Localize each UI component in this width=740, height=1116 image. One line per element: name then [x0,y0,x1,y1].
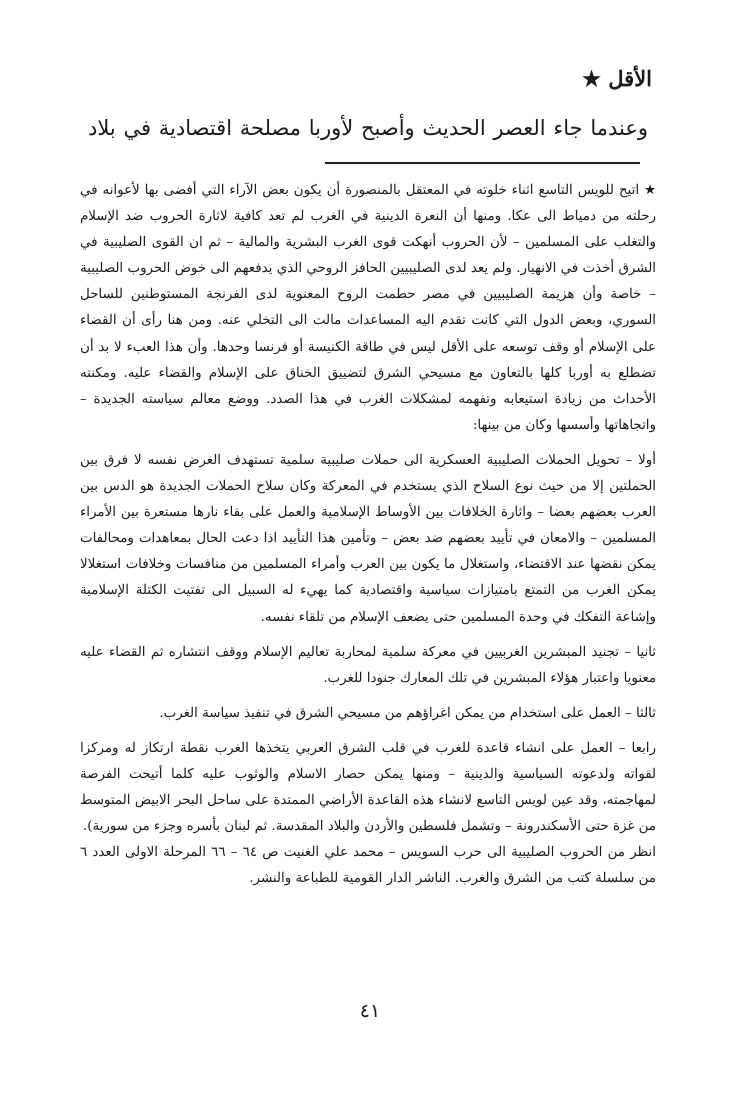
footnote-divider [325,162,640,164]
footnote-block [80,178,656,892]
section-heading: الأقل ★ [582,66,652,91]
footnote-point-3: ثالثا – العمل على استخدام من يمكن اغراؤهم من مسيحي الشرق في تنفيذ سياسة الغرب. [159,705,656,721]
paragraph-gap [80,692,656,701]
paragraph-gap [80,727,656,736]
footnote-point-1: أولا – تحويل الحملات الصليبية العسكرية الى حملات صليبية سلمية تستهدف الغرض نفسه لا فرق بين الحملتين إلا من حيث نوع السلاح الذي يستخدم في المعركة وكان سلاح الحملات الجديدة هو الدس بين العرب بعضهم بعضا – واثارة الخلافات بين الأوساط الإسلامية والعمل على بقاء نارها مستعرة بين الأمراء المسلمين – والامعان في تأييد بعضهم ضد بعض – وتأمين هذا التأييد اذا دعت الحال بمعاهدات ومحالفات يمكن نقضها عند الاقتضاء، واستغلال ما يكون بين العرب وأمراء المسلمين من منافسات وخلافات استغلالا يمكن الغرب من التمتع بامتيازات سياسية واقتصادية كما يهيء له السبيل الى تفتيت الكتلة الإسلامية وإشاعة التفكك في وحدة المسلمين حتى يضعف الإسلام من تلقاء نفسه. [80,452,656,625]
paragraph-gap [80,631,656,640]
page-number: ٤١ [359,1000,381,1022]
paragraph-gap [80,439,656,448]
footnote-intro: ★ اتيح للويس التاسع اثناء خلوته في المعتقل بالمنصورة أن يكون بعض الآراء التي أفضى بها لأعوانه في رحلته من دمياط الى عكا. ومنها أن النعرة الدينية في الغرب لم تعد كافية لاثارة الحروب ضد الإسلام والتغلب على المسلمين – لأن الحروب أنهكت قوى الغرب البشرية والمالية – ثم ان القوى الصليبية في الشرق أخذت في الانهيار. ولم يعد لدى الصليبيين الحافز الروحي الذي يدفعهم الى خوض الحروب الصليبية – خاصة وأن هزيمة الصليبيين في مصر حطمت الروح المعنوية لدى الفرنجة المستوطنين للساحل السوري، وبعض الدول التي كانت تقدم اليه المساعدات مالت الى التخلي عنه. ومن هنا رأى أن القضاء على الإسلام أو وقف توسعه على الأقل ليس في طاقة الكنيسة أو فرنسا وحدها. وأن هذا العبء لا بد أن تضطلع به أوربا كلها بالتعاون مع مسيحي الشرق لتضييق الخناق على الإسلام والقضاء عليه. ومكنته الأحداث من زيادة استيعابه وتفهمه لمشكلات الغرب في هذا الصدد. ووضع معالم سياسته الجديدة – واتجاهاتها وأسسها وكان من بينها: [80,183,656,433]
footnote-point-4: رابعا – العمل على انشاء قاعدة للغرب في قلب الشرق العربي يتخذها الغرب نقطة ارتكاز له ومركزا لقواته ولدعوته السياسية والدينية – ومنها يمكن حصار الاسلام والوثوب عليه كلما أتيحت الفرصة لمهاجمته، وقد عين لويس التاسع لانشاء هذه القاعدة الأراضي الممتدة على ساحل البحر الابيض المتوسط من غزة حتى الأسكندرونة – وتشمل فلسطين والأردن والبلاد المقدسة. ثم لبنان بأسره وجزء من سورية). [80,740,656,835]
footnote-point-2: ثانيا – تجنيد المبشرين الغربيين في معركة سلمية لمحاربة تعاليم الإسلام ووقف انتشاره ثم القضاء عليه معنويا واعتبار هؤلاء المبشرين في تلك المعارك جنودا للغرب. [80,644,656,686]
footnote-source: انظر من الحروب الصليبية الى حرب السويس – محمد علي الغنيت ص ٦٤ – ٦٦ المرحلة الاولى العدد ٦ من سلسلة كتب من الشرق والغرب. الناشر الدار القومية للطباعة والنشر. [80,845,656,887]
main-text-line: وعندما جاء العصر الحديث وأصبح لأوربا مصلحة اقتصادية في بلاد [88,116,648,140]
